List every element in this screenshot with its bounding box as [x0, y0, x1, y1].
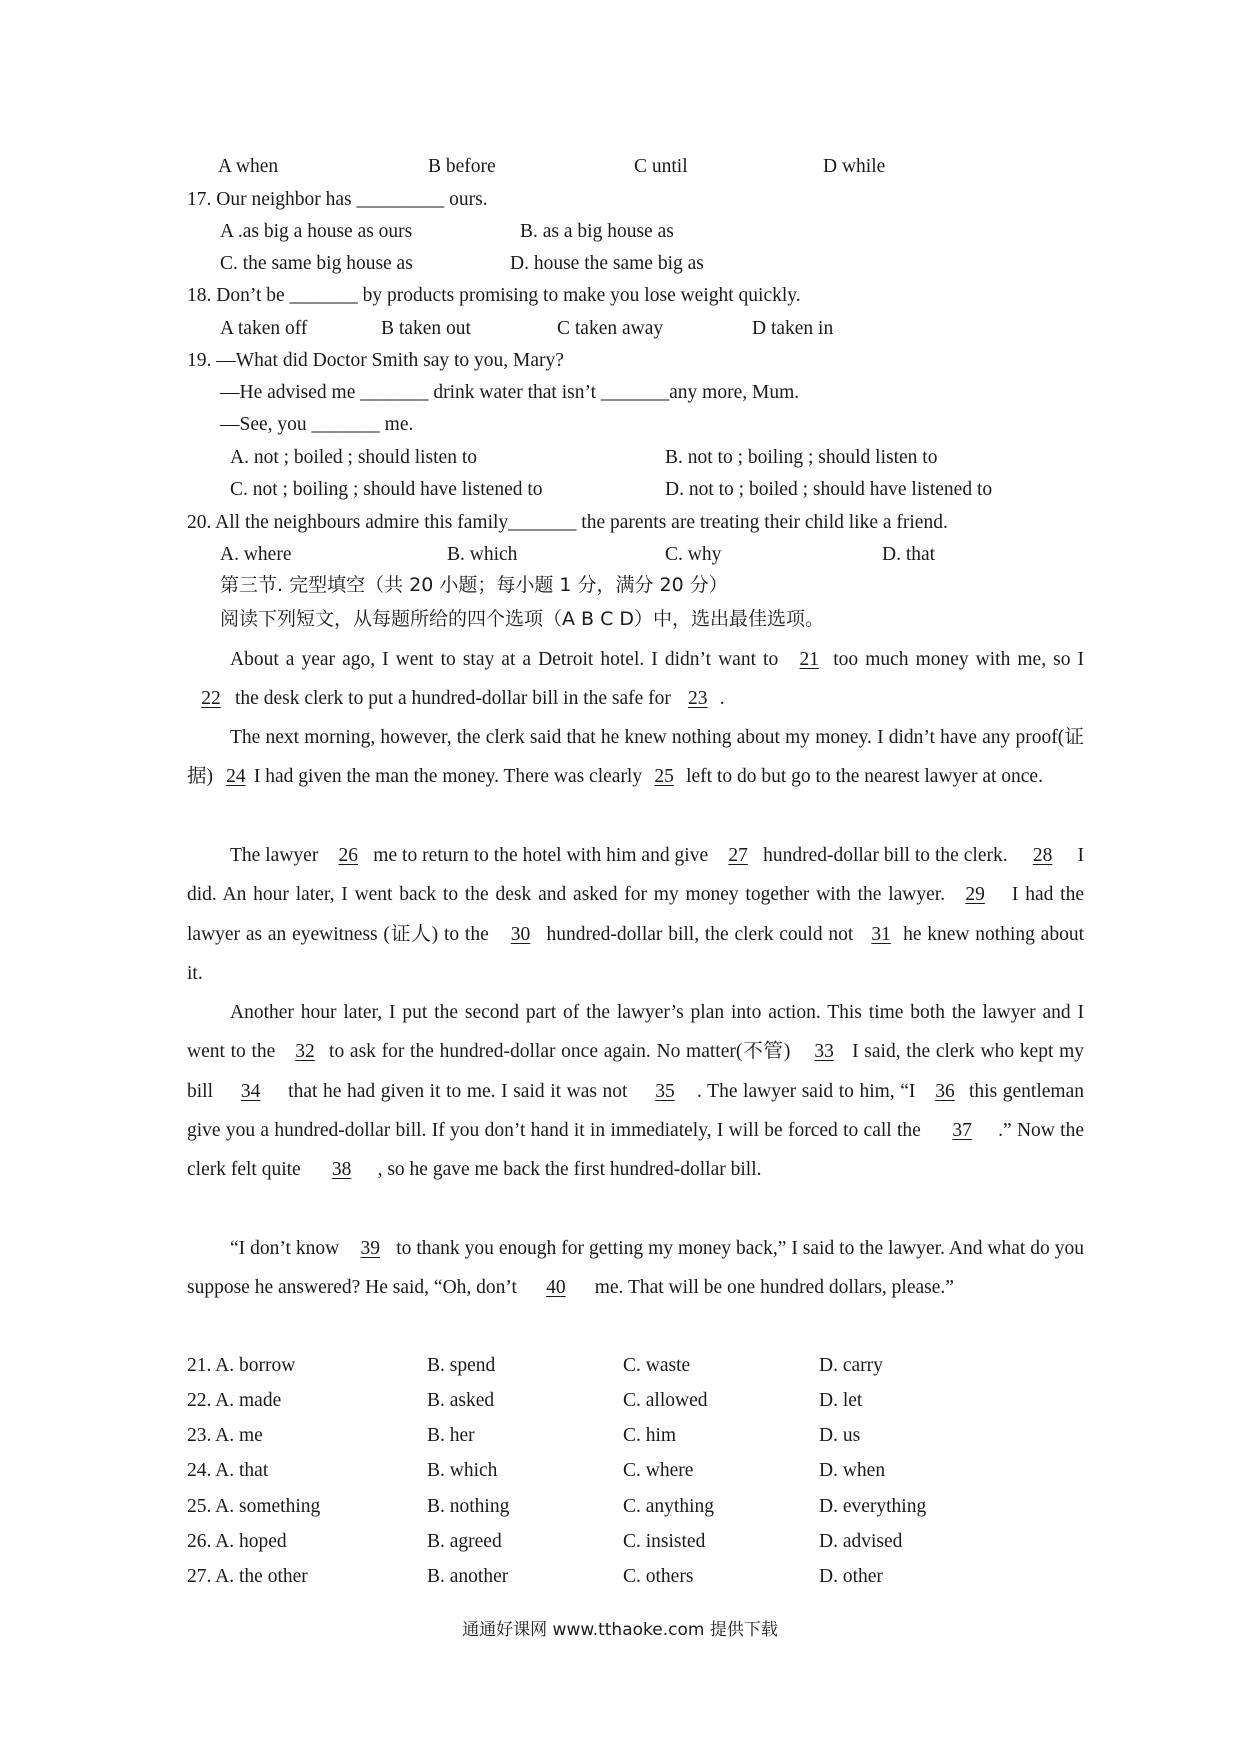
option-c: C until — [634, 156, 688, 177]
q20-option-c: C. why — [665, 544, 722, 565]
blank-27: 27 — [728, 845, 748, 866]
passage-paragraph-5: “I don’t know 39 to thank you enough for getting my money back,” I said to the lawyer. And what do you suppose he answered? He said, “Oh, don’t 40 me. That will be one hundred dollars, please.” — [187, 1229, 1084, 1308]
blank-33: 33 — [814, 1041, 834, 1063]
q18-stem: 18. Don’t be _______ by products promising to make you lose weight quickly. — [187, 285, 801, 306]
q19-stem: 19. —What did Doctor Smith say to you, Mary? — [187, 350, 564, 371]
q20-stem: 20. All the neighbours admire this family_______ the parents are treating their child like a friend. — [187, 512, 948, 533]
blank-36: 36 — [935, 1080, 955, 1102]
q17-option-d: D. house the same big as — [510, 253, 704, 274]
choice-24-d: D. when — [819, 1460, 886, 1481]
choice-27-b: B. another — [427, 1566, 509, 1587]
q19-line2: —He advised me _______ drink water that isn’t _______any more, Mum. — [220, 382, 800, 403]
choice-25-d: D. everything — [819, 1496, 927, 1517]
blank-39: 39 — [360, 1238, 380, 1259]
choice-25-c: C. anything — [623, 1496, 714, 1517]
blank-26: 26 — [338, 845, 359, 866]
q19-option-c: C. not ; boiling ; should have listened to — [230, 479, 543, 500]
q18-option-d: D taken in — [752, 318, 834, 339]
choice-26-d: D. advised — [819, 1531, 903, 1552]
choice-26-b: B. agreed — [427, 1531, 502, 1552]
q17-option-b: B. as a big house as — [520, 221, 674, 242]
blank-22: 22 — [201, 688, 221, 710]
blank-38: 38 — [331, 1159, 352, 1181]
blank-30: 30 — [510, 923, 531, 945]
option-d: D while — [823, 156, 886, 177]
choice-23-c: C. him — [623, 1425, 677, 1446]
q17-stem: 17. Our neighbor has _________ ours. — [187, 189, 488, 210]
choice-25-b: B. nothing — [427, 1496, 510, 1517]
blank-35: 35 — [655, 1080, 675, 1102]
choice-24-b: B. which — [427, 1460, 498, 1481]
q19-option-d: D. not to ; boiled ; should have listened to — [665, 479, 993, 500]
choice-23-d: D. us — [819, 1425, 861, 1446]
choice-24-c: C. where — [623, 1460, 694, 1481]
blank-28: 28 — [1032, 845, 1053, 866]
passage-paragraph-3: The lawyer 26 me to return to the hotel with him and give 27 hundred-dollar bill to the clerk. 28 I did. An hour later, I went back to the desk and asked for my money together with the lawyer. 29 I had the lawyer as an eyewitness (证人) to the 30 hundred-dollar bill, the clerk could not 31 he knew nothing about it. — [187, 836, 1084, 993]
passage-paragraph-4: Another hour later, I put the second part of the lawyer’s plan into action. This time both the lawyer and I went to the 32 to ask for the hundred-dollar once again. No matter(不管) 33 I said, the clerk who kept my bill 34 that he had given it to me. I said it was not 35 . The lawyer said to him, “I 36 this gentleman give you a hundred-dollar bill. If you don’t hand it in immediately, I will be forced to call the 37 .” Now the clerk felt quite 38 , so he gave me back the first hundred-dollar bill. — [187, 993, 1084, 1189]
blank-24: 24 — [226, 766, 246, 788]
choice-22-d: D. let — [819, 1390, 863, 1411]
choice-21-d: D. carry — [819, 1355, 883, 1376]
choice-24-a: 24. A. that — [187, 1460, 269, 1481]
section-heading: 第三节. 完型填空（共 20 小题；每小题 1 分，满分 20 分） — [220, 574, 728, 596]
passage-paragraph-1: About a year ago, I went to stay at a Detroit hotel. I didn’t want to 21 too much money with me, so I 22 the desk clerk to put a hundred-dollar bill in the safe for 23 . — [187, 640, 1084, 719]
q20-option-b: B. which — [447, 544, 518, 565]
blank-23: 23 — [688, 688, 708, 710]
choice-21-a: 21. A. borrow — [187, 1355, 296, 1376]
q17-option-a: A .as big a house as ours — [220, 221, 413, 242]
choice-27-a: 27. A. the other — [187, 1566, 308, 1587]
q20-option-d: D. that — [882, 544, 936, 565]
option-a: A when — [218, 156, 279, 177]
blank-29: 29 — [965, 884, 985, 906]
blank-21: 21 — [799, 649, 819, 670]
choice-26-c: C. insisted — [623, 1531, 706, 1552]
choice-22-a: 22. A. made — [187, 1390, 282, 1411]
option-b: B before — [428, 156, 496, 177]
q18-option-a: A taken off — [220, 318, 308, 339]
choice-22-c: C. allowed — [623, 1390, 708, 1411]
q18-option-c: C taken away — [557, 318, 664, 339]
footer-source: 通通好课网 www.tthaoke.com 提供下载 — [462, 1620, 778, 1640]
choice-27-d: D. other — [819, 1566, 883, 1587]
choice-26-a: 26. A. hoped — [187, 1531, 287, 1552]
blank-37: 37 — [952, 1119, 972, 1141]
blank-34: 34 — [240, 1080, 261, 1102]
choice-21-b: B. spend — [427, 1355, 496, 1376]
choice-23-b: B. her — [427, 1425, 475, 1446]
section-instruction: 阅读下列短文，从每题所给的四个选项（A B C D）中，选出最佳选项。 — [220, 608, 825, 630]
choice-22-b: B. asked — [427, 1390, 495, 1411]
q19-option-b: B. not to ; boiling ; should listen to — [665, 447, 938, 468]
choice-27-c: C. others — [623, 1566, 694, 1587]
q19-line3: —See, you _______ me. — [220, 414, 414, 435]
blank-32: 32 — [295, 1041, 315, 1063]
q19-option-a: A. not ; boiled ; should listen to — [230, 447, 477, 468]
choice-23-a: 23. A. me — [187, 1425, 263, 1446]
choice-25-a: 25. A. something — [187, 1496, 321, 1517]
blank-31: 31 — [871, 923, 891, 945]
q18-option-b: B taken out — [381, 318, 471, 339]
q17-option-c: C. the same big house as — [220, 253, 413, 274]
blank-25: 25 — [654, 766, 674, 788]
passage-paragraph-2: The next morning, however, the clerk said that he knew nothing about my money. I didn’t have any proof(证据) 24 I had given the man the money. There was clearly 25 left to do but go to the nearest lawyer at once. — [187, 718, 1084, 797]
q20-option-a: A. where — [220, 544, 292, 565]
blank-40: 40 — [546, 1277, 566, 1299]
choice-21-c: C. waste — [623, 1355, 691, 1376]
